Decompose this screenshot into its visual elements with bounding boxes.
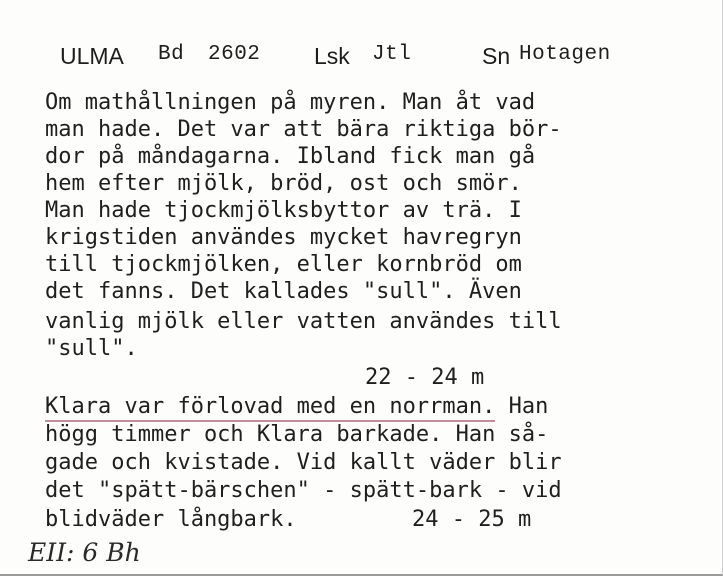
page-reference: 24 - 25 m (412, 507, 532, 532)
text-fragment: Han (495, 394, 549, 419)
text-line: Om mathållningen på myren. Man åt vad (45, 90, 536, 115)
text-line: vanlig mjölk eller vatten användes till (45, 309, 562, 334)
text-line: gade och kvistade. Vid kallt väder blir (45, 450, 562, 475)
text-line: Man hade tjockmjölksbyttor av trä. I (45, 198, 522, 223)
text-line: krigstiden användes mycket havregryn (45, 225, 522, 250)
text-line: till tjockmjölken, eller kornbröd om (45, 252, 522, 277)
text-line: hem efter mjölk, bröd, ost och smör. (45, 171, 522, 196)
text-line: blidväder långbark. (45, 507, 297, 532)
text-line: högg timmer och Klara barkade. Han så- (45, 422, 549, 447)
text-line: dor på måndagarna. Ibland fick man gå (45, 144, 536, 169)
page-reference: 22 - 24 m (365, 365, 485, 390)
lsk-value: Jtl (372, 43, 412, 66)
bd-label: Bd (158, 43, 185, 66)
sn-label: Sn (482, 43, 511, 69)
text-line: det fanns. Det kallades "sull". Även (45, 279, 522, 304)
underlined-phrase: Klara var förlovad med en norrman. (45, 394, 495, 422)
text-line: "sull". (45, 336, 138, 361)
lsk-label: Lsk (314, 43, 350, 69)
text-line (45, 396, 548, 418)
text-line: man hade. Det var att bära riktiga bör- (45, 117, 562, 142)
sn-value: Hotagen (519, 43, 611, 66)
bd-value: 2602 (208, 43, 261, 66)
text-line: det "spätt-bärschen" - spätt-bark - vid (45, 478, 562, 503)
handwritten-signature: EII: 6 Bh (28, 538, 141, 567)
archive-label: ULMA (60, 43, 124, 69)
